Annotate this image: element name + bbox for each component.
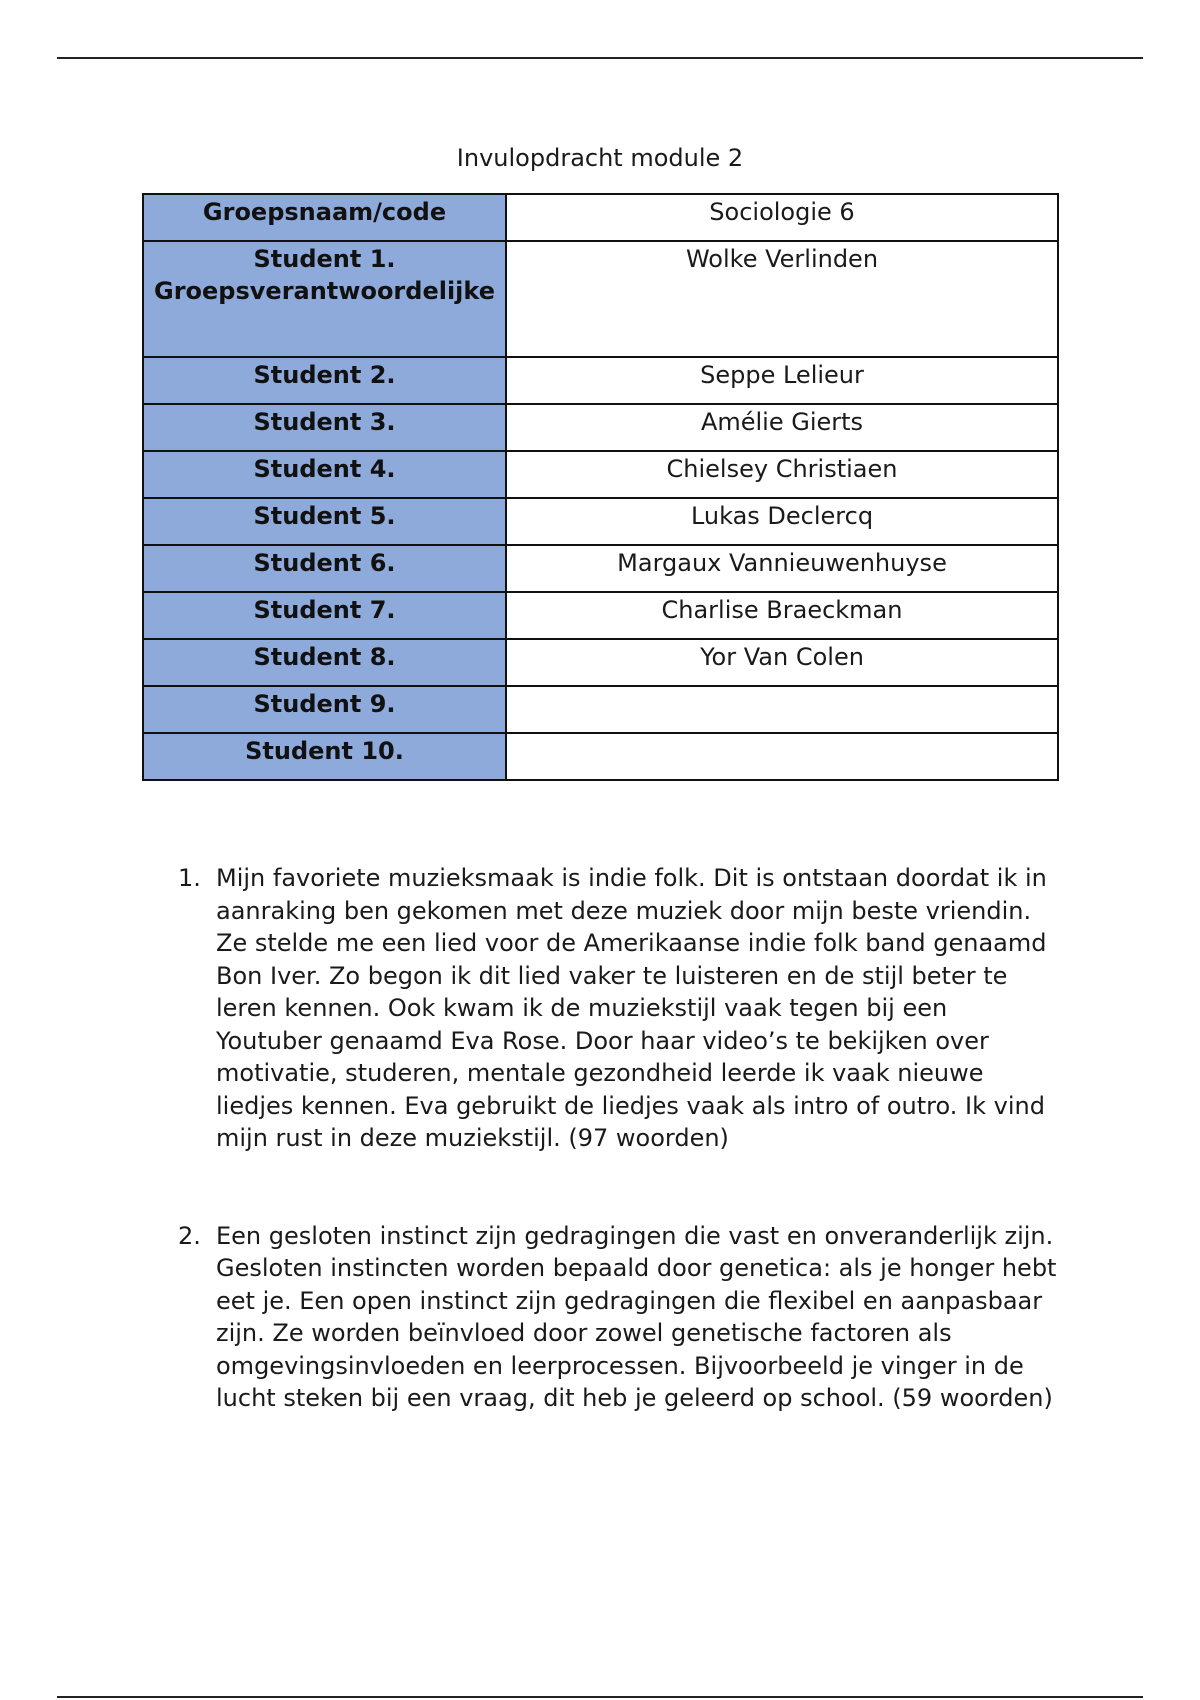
row-value-student-4: Chielsey Christiaen xyxy=(506,451,1058,498)
answer-number: 1. xyxy=(178,864,201,892)
document-title: Invulopdracht module 2 xyxy=(456,144,744,172)
row-label-student-6: Student 6. xyxy=(143,545,506,592)
row-label-student-5: Student 5. xyxy=(143,498,506,545)
row-label-student-8: Student 8. xyxy=(143,639,506,686)
table-row xyxy=(143,404,1058,451)
table-row xyxy=(143,592,1058,639)
row-value-student-6: Margaux Vannieuwenhuyse xyxy=(506,545,1058,592)
row-label-student-2: Student 2. xyxy=(143,357,506,404)
header-rule xyxy=(57,57,1143,59)
table-row xyxy=(143,194,1058,241)
answer-text: Mijn favoriete muzieksmaak is indie folk. Dit is ontstaan doordat ik in aanraking ben gekomen met deze muziek door mijn beste vriendin. Ze stelde me een lied voor de Amerikaanse indie folk band genaamd Bon Iver. Zo begon ik dit lied vaker te luisteren en de stijl beter te leren kennen. Ook kwam ik de muziekstijl vaak tegen bij een Youtuber genaamd Eva Rose. Door haar video’s te bekijken over motivatie, studeren, mentale gezondheid leerde ik vaak nieuwe liedjes kennen. Eva gebruikt de liedjes vaak als intro of outro. Ik vind mijn rust in deze muziekstijl. (97 woorden) xyxy=(216,864,1047,1152)
row-value-groepsnaam: Sociologie 6 xyxy=(506,194,1058,241)
table-row xyxy=(143,451,1058,498)
table-row xyxy=(143,733,1058,780)
row-label-student-7: Student 7. xyxy=(143,592,506,639)
answer-text: Een gesloten instinct zijn gedragingen die vast en onveranderlijk zijn. Gesloten instincten worden bepaald door genetica: als je honger hebt eet je. Een open instinct zijn gedragingen die flexibel en aanpasbaar zijn. Ze worden beïnvloed door zowel genetische factoren als omgevingsinvloeden en leerprocessen. Bijvoorbeeld je vinger in de lucht steken bij een vraag, dit heb je geleerd op school. (59 woorden) xyxy=(216,1221,1057,1412)
row-label-student-9: Student 9. xyxy=(143,686,506,733)
row-value-student-5: Lukas Declercq xyxy=(506,498,1058,545)
answer-number: 2. xyxy=(178,1221,201,1250)
list-item xyxy=(170,1220,1060,1415)
table-row xyxy=(143,241,1058,357)
row-value-student-10 xyxy=(506,733,1058,780)
row-value-student-1: Wolke Verlinden xyxy=(506,241,1058,357)
group-table xyxy=(142,193,1059,781)
row-label-student-4: Student 4. xyxy=(143,451,506,498)
table-row xyxy=(143,357,1058,404)
row-label-student-10: Student 10. xyxy=(143,733,506,780)
row-value-student-9 xyxy=(506,686,1058,733)
row-value-student-7: Charlise Braeckman xyxy=(506,592,1058,639)
row-label-student-1: Student 1. Groepsverantwoordelijke xyxy=(143,241,506,357)
row-value-student-2: Seppe Lelieur xyxy=(506,357,1058,404)
table-row xyxy=(143,545,1058,592)
row-value-student-3: Amélie Gierts xyxy=(506,404,1058,451)
table-row xyxy=(143,639,1058,686)
row-label-student-3: Student 3. xyxy=(143,404,506,451)
row-value-student-8: Yor Van Colen xyxy=(506,639,1058,686)
footer-rule xyxy=(57,1696,1143,1698)
table-row xyxy=(143,686,1058,733)
list-item xyxy=(170,862,1060,1155)
table-row xyxy=(143,498,1058,545)
row-label-groepsnaam: Groepsnaam/code xyxy=(143,194,506,241)
answer-list xyxy=(170,862,1060,1415)
